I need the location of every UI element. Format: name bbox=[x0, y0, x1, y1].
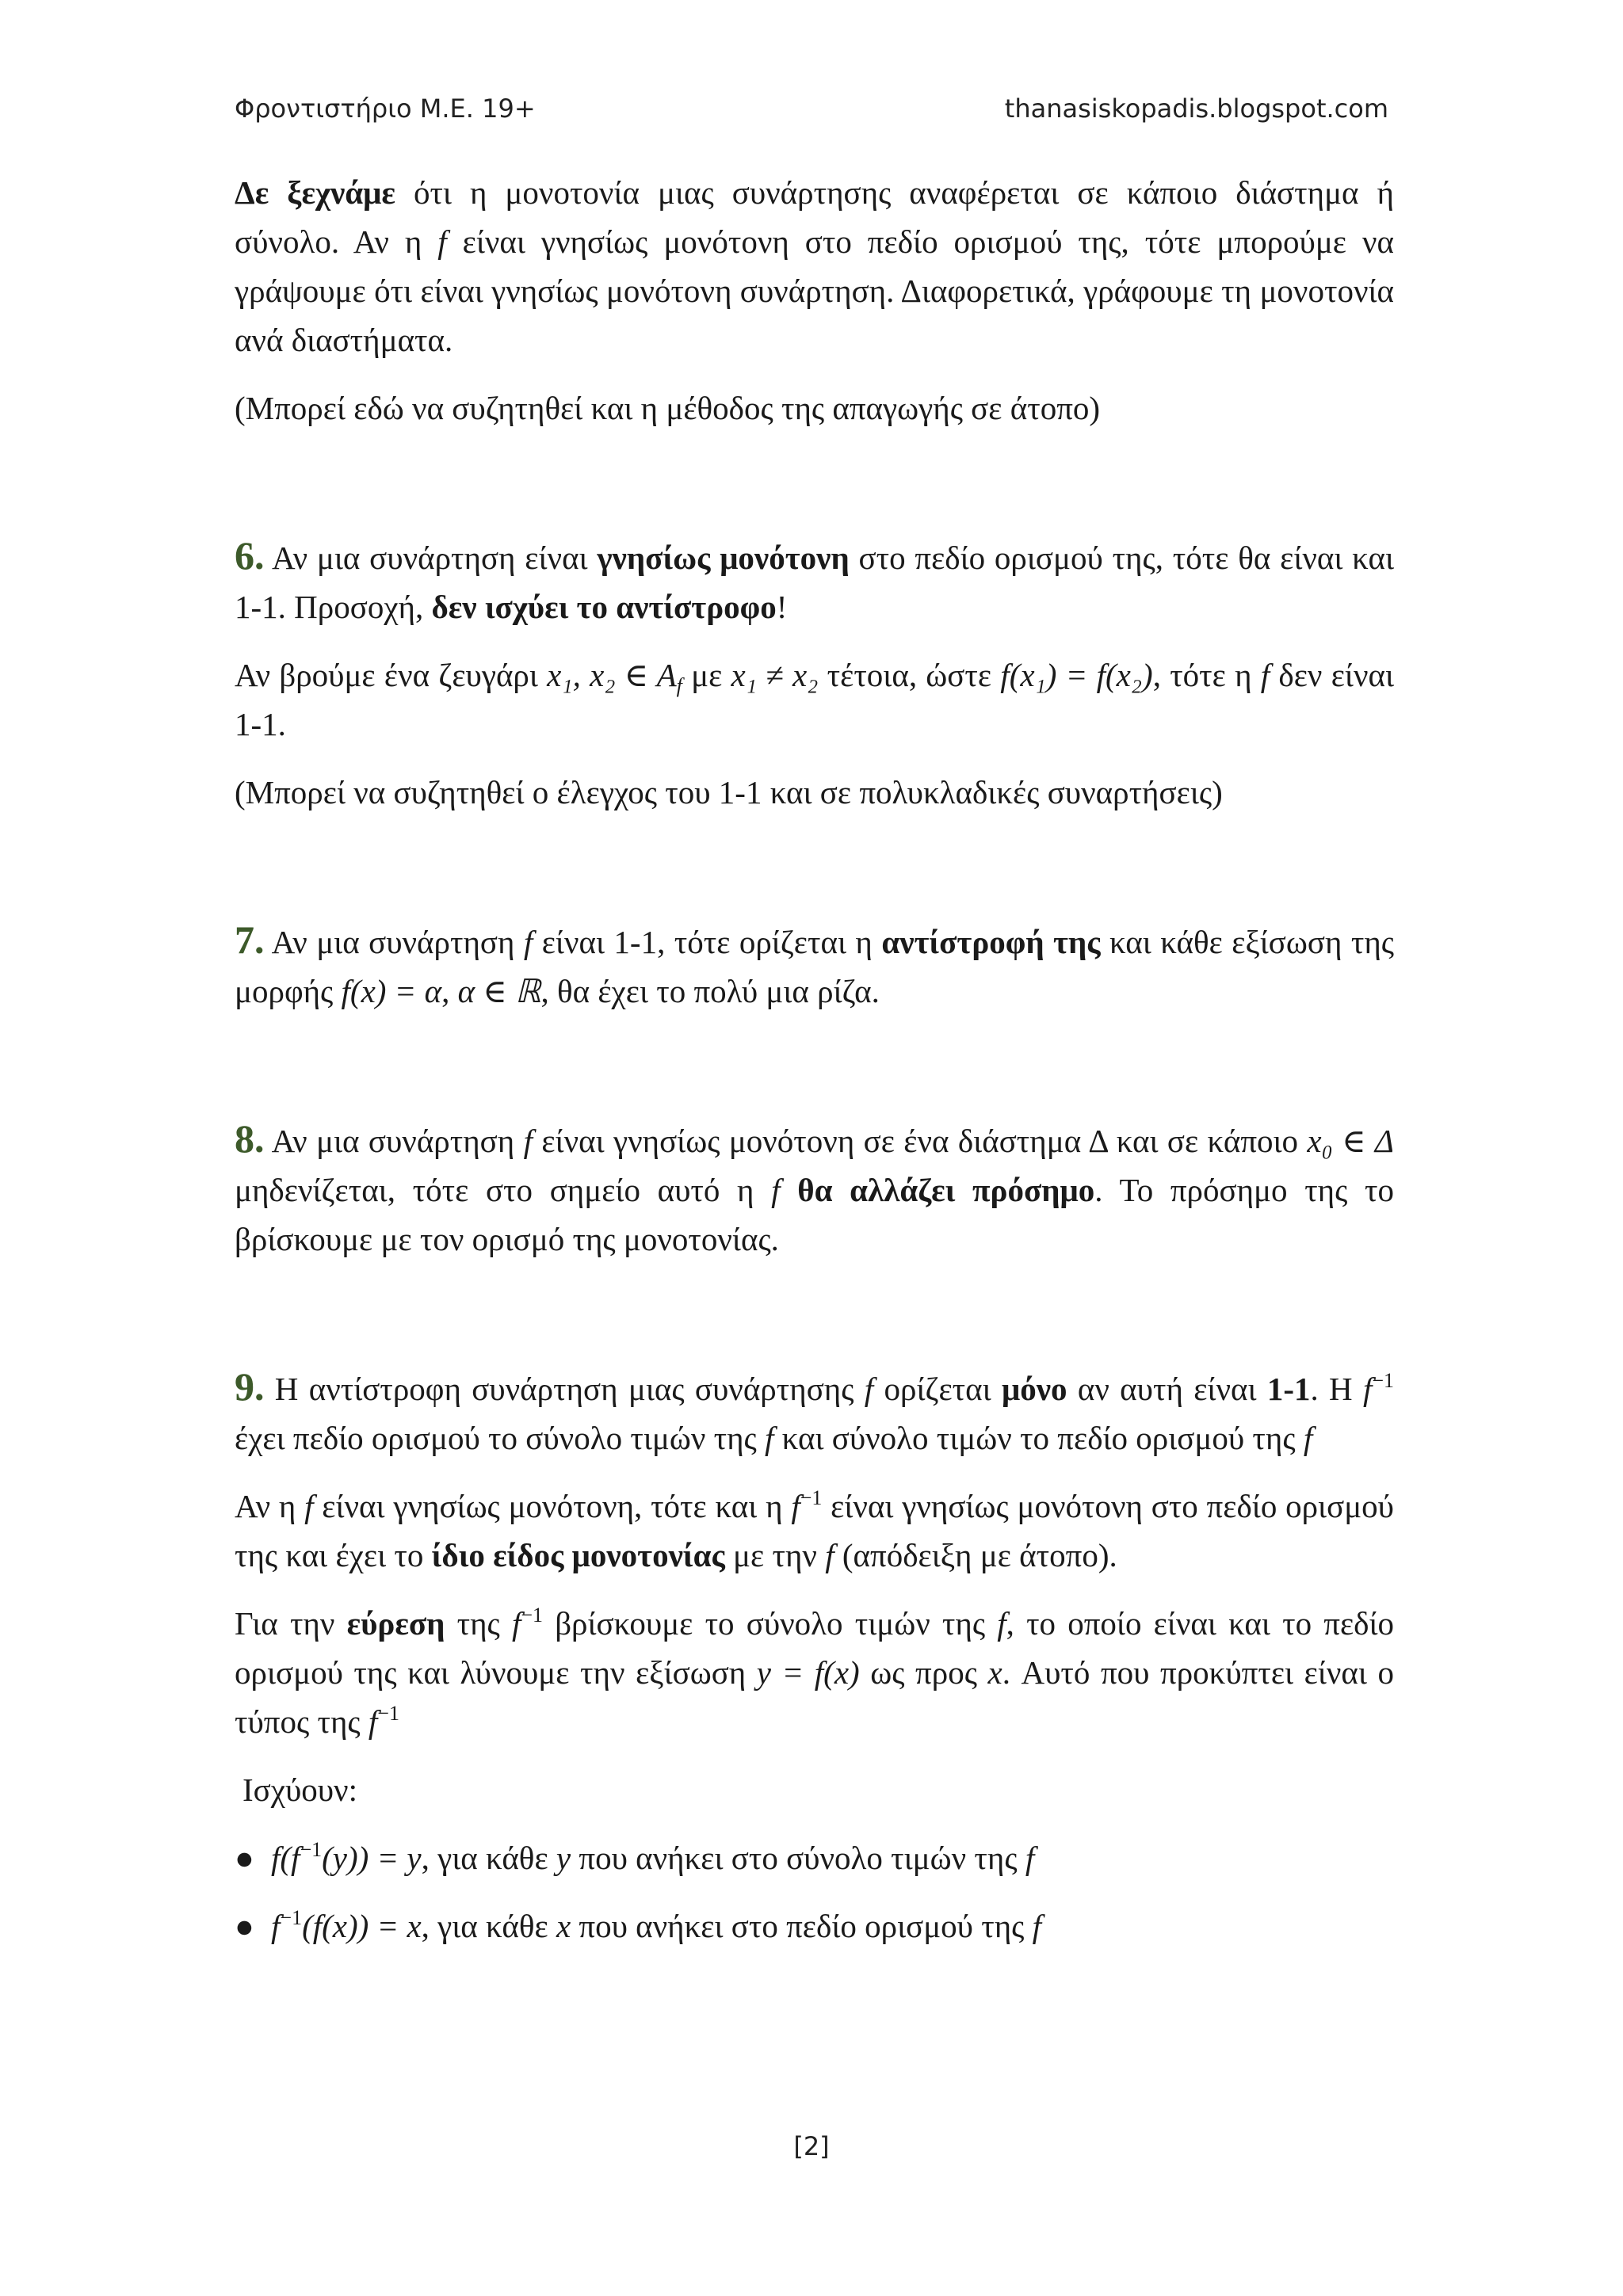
header-right: thanasiskopadis.blogspot.com bbox=[1004, 93, 1388, 124]
section-6-pair: Αν βρούμε ένα ζευγάρι x₁, x₂ ∈ $A_f$ με x₁ ≠ x₂ τέτοια, ώστε f(x₁) = f(x₂), τότε η f δεν είναι 1-1. bbox=[235, 657, 1394, 742]
intro-note: (Μπορεί εδώ να συζητηθεί και η μέθοδος της απαγωγής σε άτοπο) bbox=[235, 390, 1101, 426]
section-number: 9. bbox=[235, 1364, 265, 1409]
section-9-monotonic: Αν η f είναι γνησίως μονότονη, τότε και η $f^{-1}$ είναι γνησίως μονότονη στο πεδίο ορισμού της και έχει το ίδιο είδος μονοτονίας με την f (απόδειξη με άτοπο). bbox=[235, 1486, 1394, 1573]
bullet-icon: ● bbox=[235, 1908, 254, 1944]
section-number: 7. bbox=[235, 917, 265, 962]
section-number: 6. bbox=[235, 533, 265, 578]
holds-label: Ισχύουν: bbox=[242, 1772, 357, 1808]
bullet-icon: ● bbox=[235, 1840, 254, 1876]
section-8: 8. Αν μια συνάρτηση f είναι γνησίως μονότονη σε ένα διάστημα Δ και σε κάποιο x₀ ∈ Δ μηδενίζεται, τότε στο σημείο αυτό η f θα αλλάζει πρόσημο. Το πρόσημο της το βρίσκουμε με τον ορισμό της μονοτονίας. bbox=[235, 1116, 1394, 1257]
intro-paragraph: Δε ξεχνάμε ότι η μονοτονία μιας συνάρτησης αναφέρεται σε κάποιο διάστημα ή σύνολο. Αν η f είναι γνησίως μονότονη στο πεδίο ορισμού της, τότε μπορούμε να γράψουμε ότι είναι γνησίως μονότονη συνάρτηση. Διαφορετικά, γράφουμε τη μονοτονία ανά διαστήματα. bbox=[235, 174, 1395, 358]
bullet-item: ● $f(f^{-1}(y)) = y$, για κάθε y που ανήκει στο σύνολο τιμών της f bbox=[235, 1833, 1394, 1882]
section-7: 7. Αν μια συνάρτηση f είναι 1-1, τότε ορίζεται η αντίστροφή της και κάθε εξίσωση της μορφής f(x) = α, α ∈ ℝ, θα έχει το πολύ μια ρίζα. bbox=[235, 917, 1394, 1009]
section-number: 8. bbox=[235, 1116, 265, 1161]
section-6: 6. Αν μια συνάρτηση είναι γνησίως μονότονη στο πεδίο ορισμού της, τότε θα είναι και 1-1. Προσοχή, δεν ισχύει το αντίστροφο! bbox=[235, 533, 1394, 625]
document-body bbox=[235, 168, 1394, 1951]
header-left: Φροντιστήριο Μ.Ε. 19+ bbox=[235, 93, 536, 124]
bullet-item: ● $f^{-1}(f(x)) = x$, για κάθε x που ανήκει στο πεδίο ορισμού της f bbox=[235, 1901, 1394, 1951]
page-number: [2] bbox=[793, 2131, 830, 2161]
section-9-finding: Για την εύρεση της $f^{-1}$ βρίσκουμε το σύνολο τιμών της f, το οποίο είναι και το πεδίο ορισμού της και λύνουμε την εξίσωση y = f(x) ως προς x. Αυτό που προκύπτει είναι ο τύπος της $f^{-1}$ bbox=[235, 1604, 1395, 1740]
section-6-note: (Μπορεί να συζητηθεί ο έλεγχος του 1-1 και σε πολυκλαδικές συναρτήσεις) bbox=[235, 774, 1223, 810]
section-9: 9. Η αντίστροφη συνάρτηση μιας συνάρτησης f ορίζεται μόνο αν αυτή είναι 1-1. Η $f^{-1}$ έχει πεδίο ορισμού το σύνολο τιμών της f και σύνολο τιμών το πεδίο ορισμού της f bbox=[235, 1364, 1395, 1456]
